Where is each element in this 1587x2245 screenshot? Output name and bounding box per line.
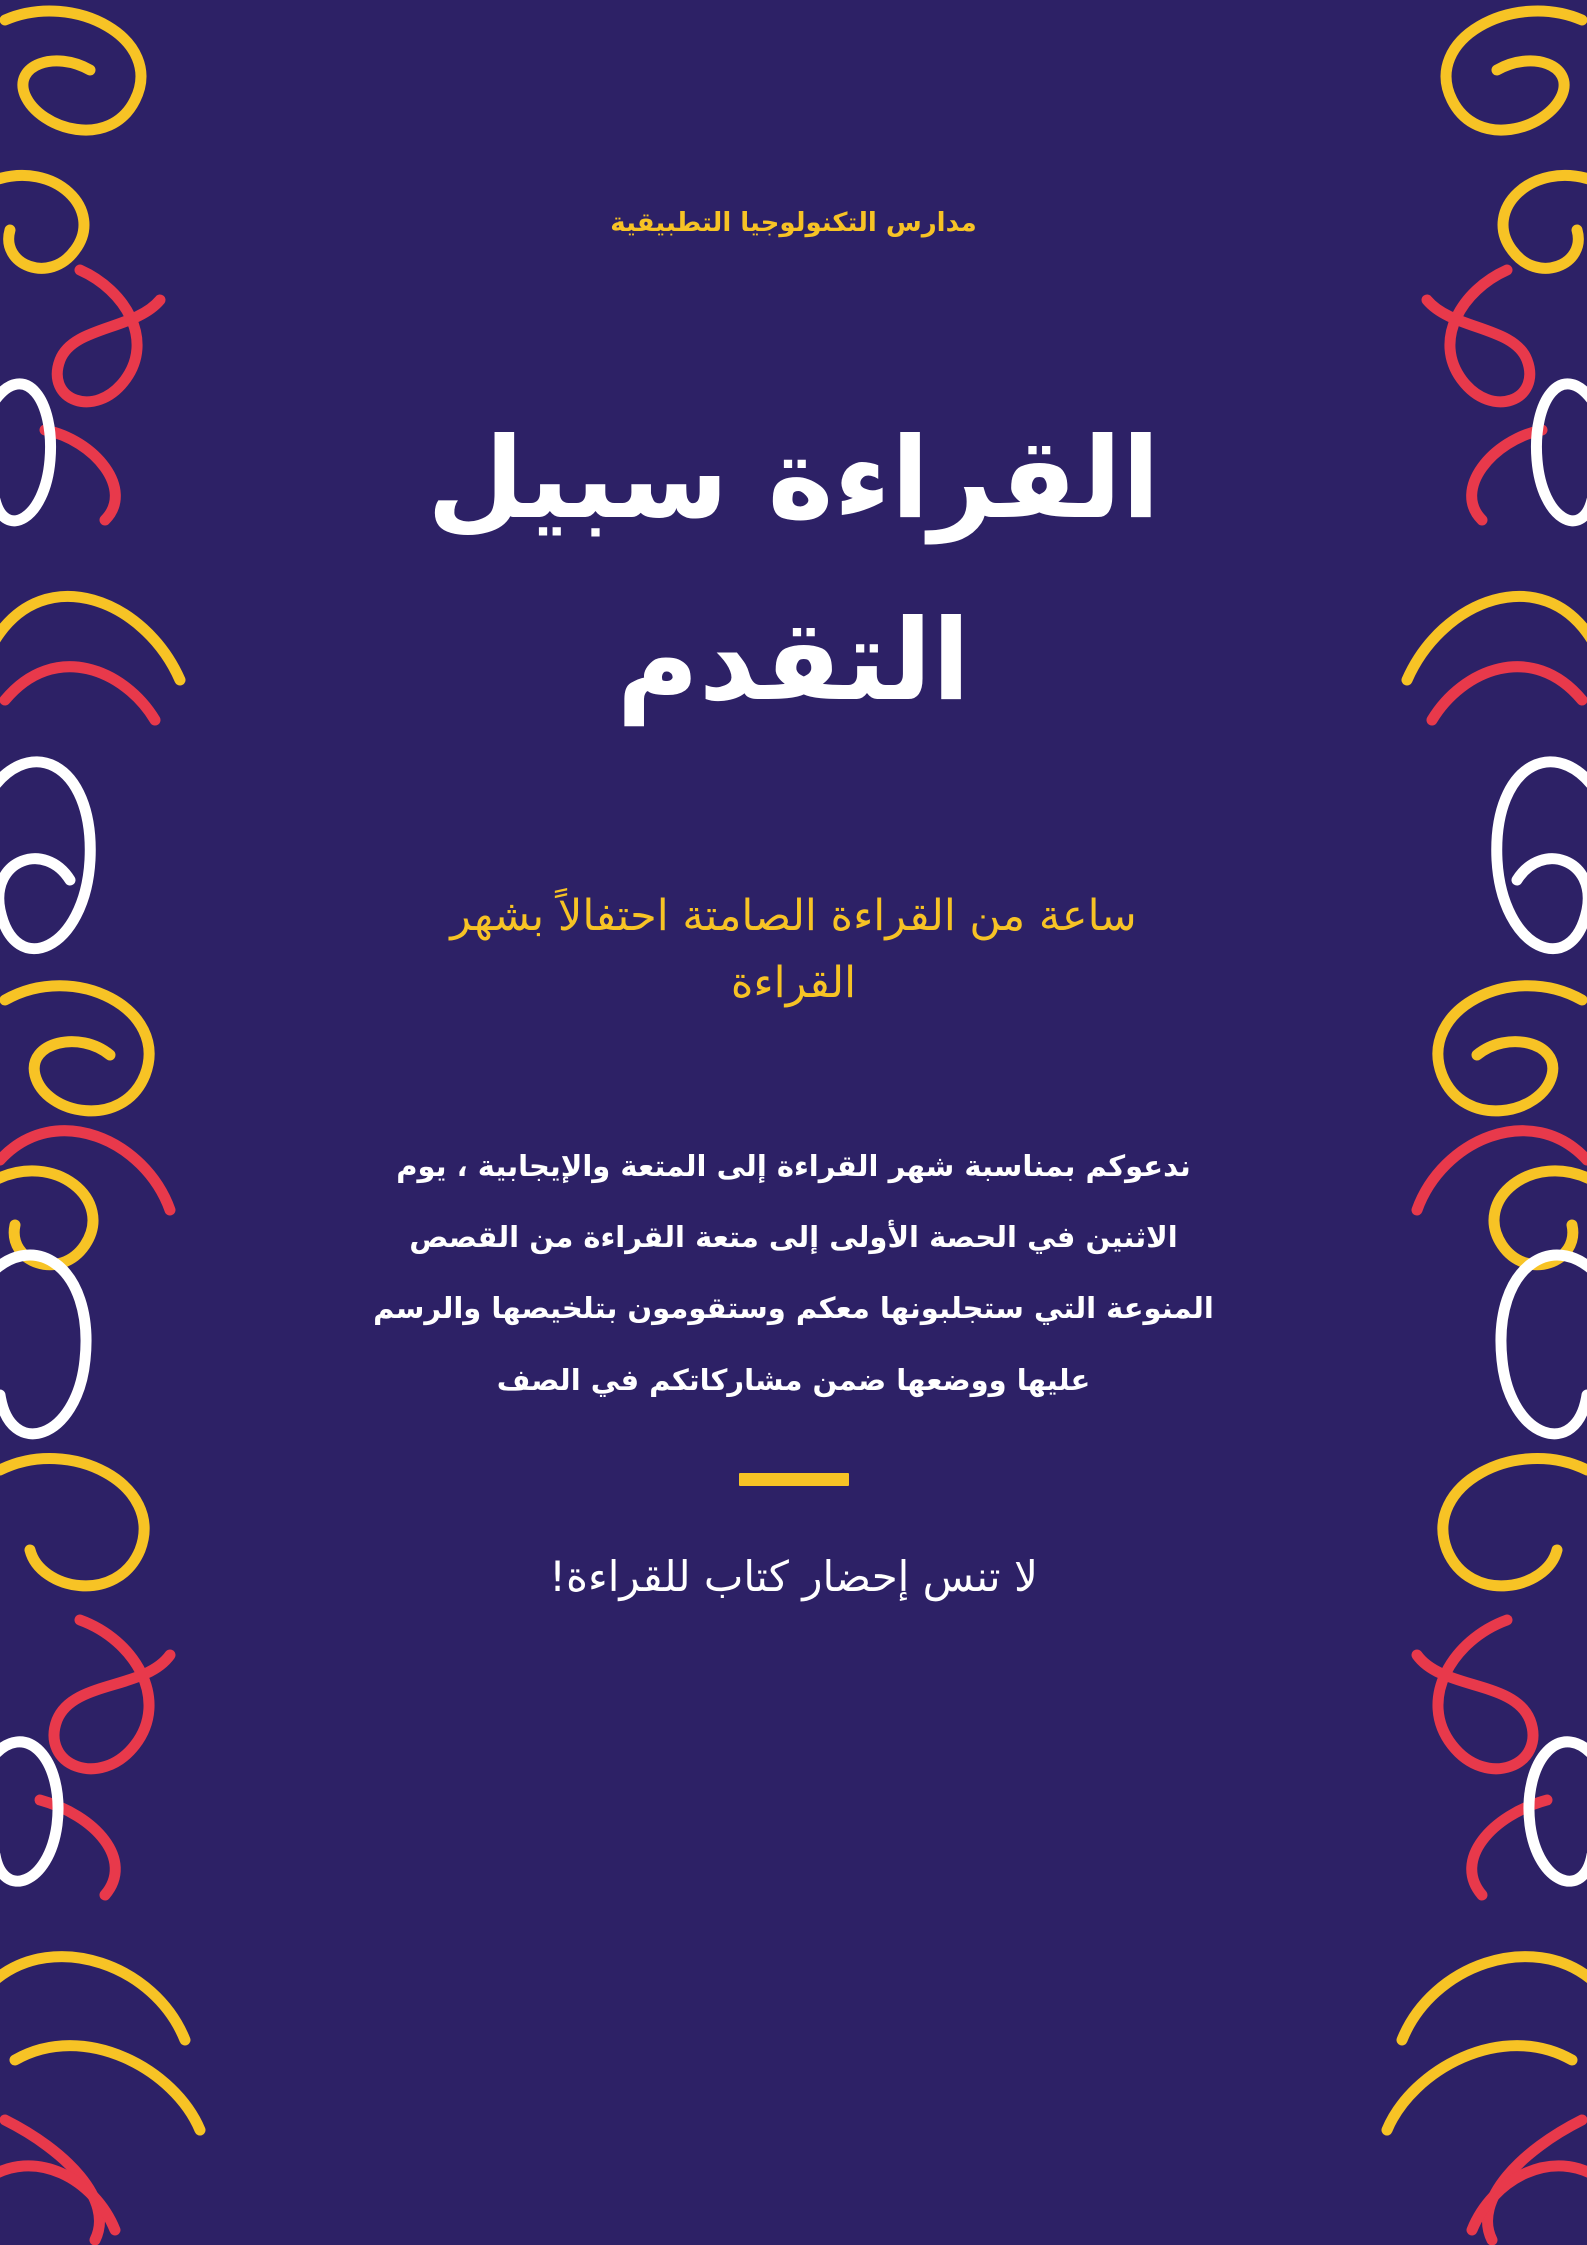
poster-footnote: لا تنس إحضار كتاب للقراءة! — [549, 1551, 1038, 1601]
page-title: القراءة سبيل التقدم — [426, 414, 1161, 726]
decorative-squiggles-right — [1302, 0, 1587, 2245]
poster-subtitle: ساعة من القراءة الصامتة احتفالاً بشهر القراءة — [450, 891, 1137, 1008]
poster-content — [300, 0, 1287, 2245]
divider — [739, 1473, 849, 1486]
poster-body-text: ندعوكم بمناسبة شهر القراءة إلى المتعة والإيجابية ، يوم الاثنين في الحصة الأولى إلى متعة القراءة من القصص المنوعة التي ستجلبونها معكم وستقومون بتلخيصها والرسم عليها ووضعها ضمن مشاركاتكم في الصف — [373, 1149, 1214, 1397]
school-name: مدارس التكنولوجيا التطبيقية — [610, 208, 977, 238]
decorative-squiggles-left — [0, 0, 285, 2245]
